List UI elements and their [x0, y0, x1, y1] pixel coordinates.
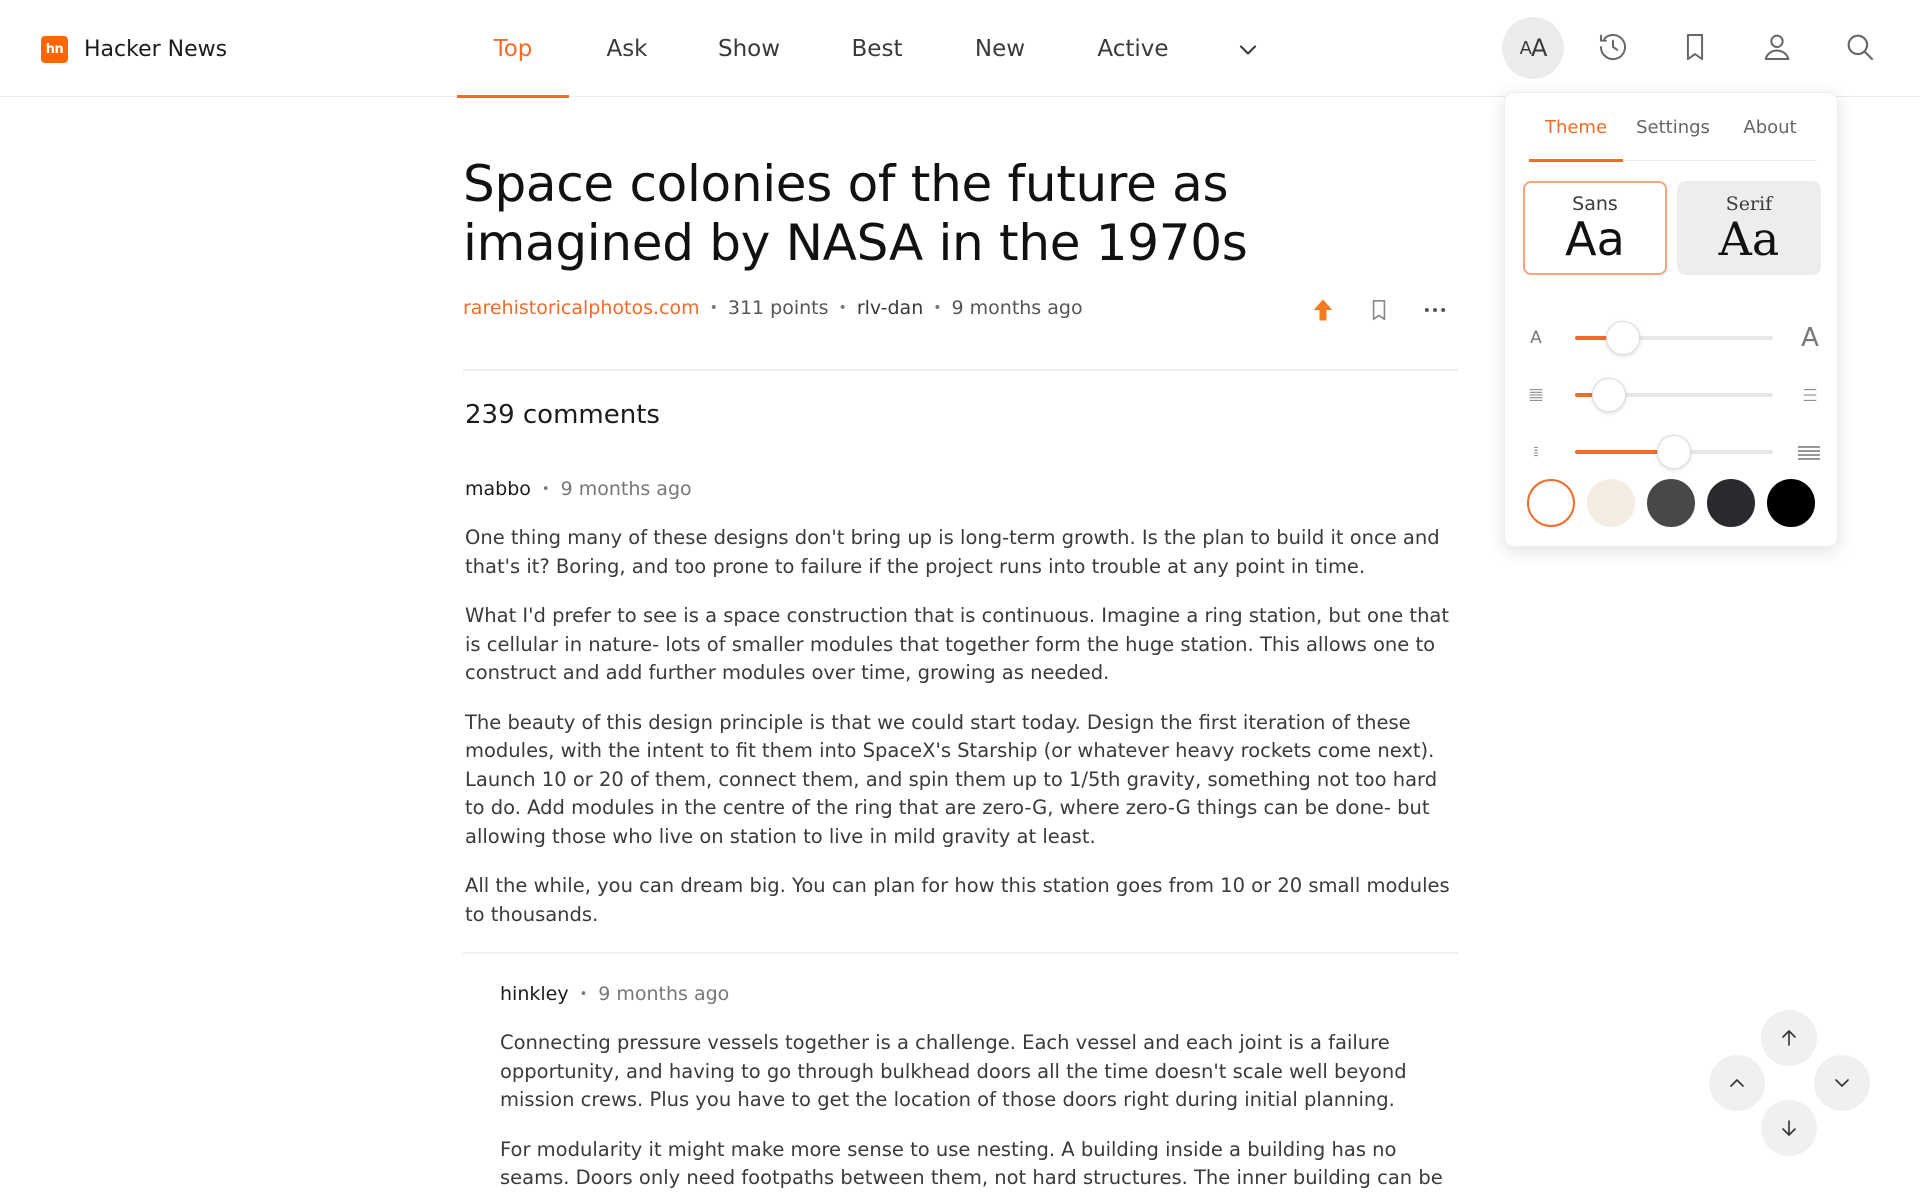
comment-time[interactable]: 9 months ago [598, 983, 730, 1005]
comment-time[interactable]: 9 months ago [560, 478, 692, 500]
aa-big-label: A [1530, 34, 1547, 62]
panel-tab-about[interactable]: About [1743, 116, 1797, 138]
content-width-thumb[interactable] [1657, 435, 1691, 469]
prev-comment-chevron-up-icon[interactable] [1709, 1055, 1765, 1111]
content-width-slider [1523, 431, 1823, 471]
comment-reply [500, 983, 1460, 1193]
comment-body [500, 1029, 1460, 1193]
panel-tab-settings[interactable]: Settings [1636, 116, 1710, 138]
meta-separator: • [933, 300, 942, 316]
tab-show[interactable]: Show [717, 35, 781, 62]
next-comment-chevron-down-icon[interactable] [1814, 1055, 1870, 1111]
comment-paragraph: The beauty of this design principle is that we could start today. Design the first iteration of these modules, with the intent to fit them into SpaceX's Starship (or whatever heavy rockets come next). Launch 10 or 20 of them, connect them, and spin them up to 1/5th gravity, something not too hard to do. Add modules in the centre of the ring that are zero-G, where zero-G things can be done- but allowing those who live on station to live in mild gravity at least. [465, 710, 1438, 848]
font-option-label: Sans [1572, 193, 1618, 215]
site-name: Hacker News [84, 37, 228, 62]
aa-small-label: A [1519, 37, 1531, 59]
line-spacing-track[interactable] [1575, 393, 1773, 397]
typography-panel [1504, 92, 1838, 547]
font-size-small-label: A [1530, 328, 1542, 348]
tab-best[interactable]: Best [851, 35, 903, 62]
font-size-large-label: A [1801, 323, 1819, 353]
font-option-serif[interactable] [1677, 181, 1821, 275]
bookmark-icon[interactable] [1675, 27, 1715, 67]
more-options-icon[interactable] [1415, 292, 1455, 328]
meta-separator: • [541, 481, 550, 497]
narrow-lines-icon [1523, 439, 1549, 465]
story-actions [1303, 292, 1455, 328]
comment-body [465, 524, 1460, 929]
meta-separator: • [709, 300, 718, 316]
logo[interactable] [41, 36, 227, 63]
line-spacing-thumb[interactable] [1592, 378, 1626, 412]
history-icon[interactable] [1593, 27, 1633, 67]
theme-swatch-dim[interactable] [1647, 479, 1695, 527]
tab-new[interactable]: New [974, 35, 1026, 62]
font-size-track[interactable] [1575, 336, 1773, 340]
theme-swatch-white[interactable] [1527, 479, 1575, 527]
scroll-bottom-arrow-down-icon[interactable] [1761, 1100, 1817, 1156]
story-points: 311 points [727, 297, 829, 319]
tab-active[interactable]: Active [1097, 35, 1169, 62]
comment-paragraph: For modularity it might make more sense to use nesting. A building inside a building has no seams. Doors only need footpaths between them, not hard structures. The inner building can be [500, 1137, 1443, 1189]
top-bar [0, 0, 1920, 97]
tab-ask[interactable]: Ask [606, 35, 648, 62]
line-spacing-slider [1523, 374, 1823, 414]
dense-lines-icon [1523, 382, 1549, 408]
comment-divider [463, 952, 1458, 954]
typography-button[interactable] [1502, 17, 1564, 79]
theme-swatch-black[interactable] [1767, 479, 1815, 527]
comment-header [500, 983, 1460, 1005]
panel-tabs [1529, 93, 1817, 161]
comment-paragraph: One thing many of these designs don't bring up is long-term growth. Is the plan to build it once and that's it? Boring, and too prone to failure if the project runs into trouble at any point in time. [465, 526, 1440, 578]
comment-paragraph: All the while, you can dream big. You can plan for how this station goes from 10 or 20 small modules to thousands. [465, 874, 1450, 926]
wide-lines-icon [1795, 439, 1823, 465]
meta-separator: • [838, 300, 847, 316]
comment-paragraph: Connecting pressure vessels together is a challenge. Each vessel and each joint is a failure opportunity, and having to go through bulkhead doors all the time doesn't scale well beyond mission crews. Plus you have to get the location of those doors right during initial planning. [500, 1031, 1407, 1111]
panel-tab-theme[interactable]: Theme [1529, 93, 1623, 161]
theme-swatches [1527, 479, 1827, 527]
comments-count: 239 comments [465, 400, 660, 430]
font-option-sans[interactable] [1523, 181, 1667, 275]
story-meta [463, 297, 1083, 319]
font-size-thumb[interactable] [1606, 321, 1640, 355]
comment-author-link[interactable]: hinkley [500, 983, 569, 1005]
story-title[interactable]: Space colonies of the future as imagined by NASA in the 1970s [463, 155, 1248, 272]
theme-swatch-sepia[interactable] [1587, 479, 1635, 527]
sparse-lines-icon [1797, 382, 1823, 408]
font-option-sample: Aa [1565, 212, 1625, 266]
font-size-slider [1523, 317, 1823, 357]
story-domain-link[interactable]: rarehistoricalphotos.com [463, 297, 700, 319]
comment-author-link[interactable]: mabbo [465, 478, 531, 500]
nav-more-chevron-down-icon[interactable] [1234, 36, 1262, 64]
scroll-top-arrow-up-icon[interactable] [1761, 1010, 1817, 1066]
story-divider [463, 369, 1458, 371]
theme-swatch-dark[interactable] [1707, 479, 1755, 527]
main-nav [457, 0, 1207, 97]
hn-logo-icon: hn [41, 36, 68, 63]
comment-header [465, 478, 1460, 500]
meta-separator: • [579, 986, 588, 1002]
tab-top[interactable]: Top [457, 0, 569, 97]
story-time: 9 months ago [951, 297, 1083, 319]
upvote-arrow-icon[interactable] [1303, 292, 1343, 328]
search-icon[interactable] [1840, 27, 1880, 67]
comment-paragraph: What I'd prefer to see is a space construction that is continuous. Imagine a ring station, but one that is cellular in nature- lots of smaller modules that together form the huge station. This allows one to construct and add further modules over time, growing as needed. [465, 604, 1450, 684]
font-option-sample: Aa [1718, 212, 1780, 266]
content-width-track[interactable] [1575, 450, 1773, 454]
story-bookmark-icon[interactable] [1359, 292, 1399, 328]
user-icon[interactable] [1757, 27, 1797, 67]
font-option-label: Serif [1725, 193, 1773, 215]
comment [465, 478, 1460, 929]
story-author-link[interactable]: rlv-dan [856, 297, 924, 319]
